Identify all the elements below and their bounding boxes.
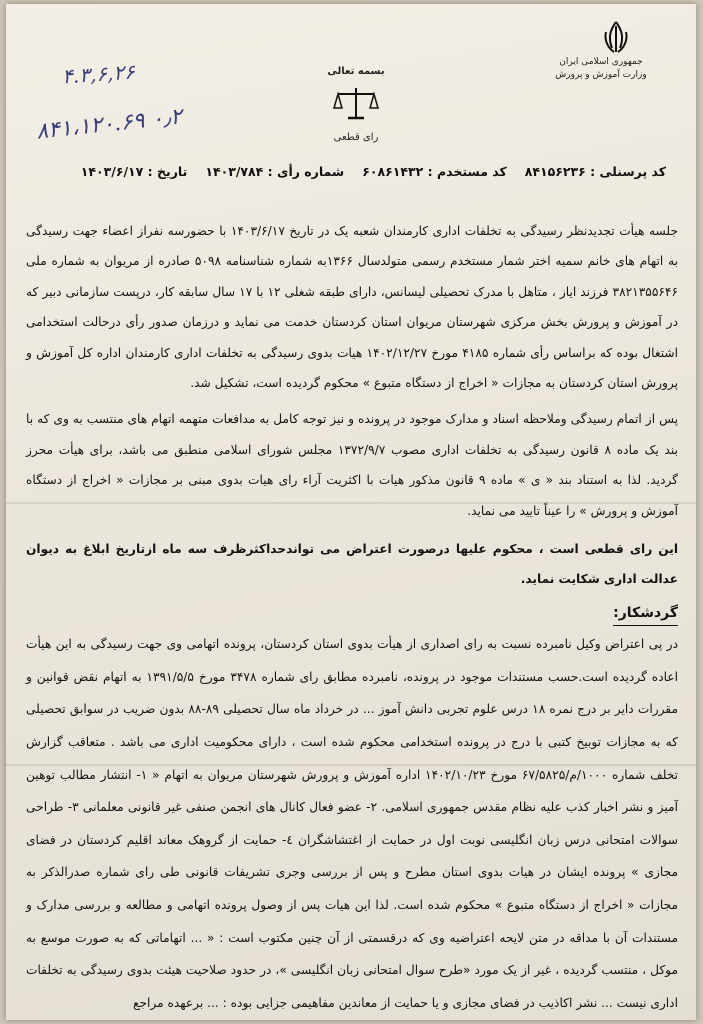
document-body [26,216,678,1019]
ministry-line: جمهوری اسلامی ایران [559,57,643,67]
appeal-notice: این رای قطعی است ، محکوم علیها درصورت اعتراض می تواندحداکثرظرف سه ماه ازتاریخ ابلاغ به دیوان عدالت اداری شکایت نماید. [26,542,678,587]
personnel-code: کد پرسنلی : ۸۴۱۵۶۲۳۶ [524,164,666,179]
decision-paragraph: پس از اتمام رسیدگی وملاحظه اسناد و مدارک موجود در پرونده و نیز توجه کامل به مدافعات متهمه اتهام های منتسب به وی که با بند یک ماده ۸ قانون رسیدگی به تخلفات اداری مصوب ۱۳۷۲/۹/۷ مجلس شورای اسلامی منطبق می باشد، برای هیأت محرز گردید. لذا به استناد بند « ی » ماده ۹ قانون مذکور هیات با اکثریت آراء رای هیات بدوی مبنی بر مجازات « اخراج از دستگاه آموزش و پرورش » را عیناً تایید می نماید. [26,412,678,518]
verdict-number: شماره رأی : ۱۴۰۳/۷۸۴ [205,164,345,179]
final-verdict-label: رای قطعی [333,132,379,143]
ministry-header [546,56,656,82]
section-title: گردشکار: [613,601,678,626]
verdict-date: تاریخ : ۱۴۰۳/۶/۱۷ [80,164,188,179]
session-paragraph: جلسه هیأت تجدیدنظر رسیدگی به تخلفات اداری کارمندان شعبه یک در تاریخ ۱۴۰۳/۶/۱۷ با حضورسه نفراز اعضاء جهت رسیدگی به اتهام های خانم سمیه اختر شمار مستخدم رسمی متولدسال ۱۳۶۶به شماره شناسنامه ۵۰۹۸ صادره از مریوان به شماره ملی ۳۸۲۱۳۵۵۶۴۶ فرزند ایاز ، متاهل با مدرک تحصیلی لیسانس، دارای طبقه شغلی ۱۲ با ۱۷ سال سابقه کار، درپست سازمانی دبیر که در آموزش و پرورش بخش مرکزی شهرستان مریوان استان کردستان خدمت می نماید و درزمان صدور رأی درحالت استخدامی اشتغال بوده که براساس رأی شماره ۴۱۸۵ مورخ ۱۴۰۲/۱۲/۲۷ هیات بدوی رسیدگی به تخلفات اداری کارمندان اداره کل آموزش و پرورش استان کردستان به مجازات « اخراج از دستگاه متبوع » محکوم گردیده است، تشکیل شد. [26,224,679,391]
justice-scale-icon [326,74,386,134]
proceedings-paragraph: در پی اعتراض وکیل نامبرده نسبت به رای اصداری از هیأت بدوی استان کردستان، پرونده اتهامی وی جهت رسیدگی به این هیأت اعاده گردیده است.حسب مستندات موجود در پرونده، نامبرده مطابق رای شماره ۳۴۷۸ مورخ ۱۳۹۱/۵/۵ به اتهام نقض قوانین و مقررات دایر بر درج نمره ۱۸ درس علوم تجربی دانش آموز ... در خرداد ماه سال تحصیلی ۸۹-۸۸ بدون ضریب در سوابق تحصیلی که به مجازات توبیخ کتبی با درج در پرونده استخدامی محکوم شده است ، دارای محکومیت اداری می باشد . متعاقب گزارش تخلف شماره ۱۰۰۰/م/۶۷/۵۸۲۵ مورخ ۱۴۰۲/۱۰/۲۳ اداره آموزش و پرورش شهرستان مریوان به اتهام « ۱- انتشار مطالب توهین آمیز و نشر اخبار کذب علیه نظام مقدس جمهوری اسلامی. ۲- عضو فعال کانال های انجمن صنفی غیر قانونی معلمانی ۳- طراحی سوالات امتحانی درس زبان انگلیسی نوبت اول در حمایت از اغتشاشگران ٤- حمایت از گروهک معاند اقلیم کردستان در فضای مجازی » پرونده ایشان در هیات بدوی استان مطرح و پس از بررسی وجری تشریفات قانونی طی رای شماره صدرالذکر به مجازات « اخراج از دستگاه متبوع » محکوم شده است. لذا این هیات پس از وصول پرونده اتهامی و مطالعه و بررسی مدارک و مستندات آن با مداقه در متن لایحه اعتراضیه وی که درقسمتی از آن چنین مکتوب است : « ... اتهاماتی که به صورت موسع به موکل ، منتسب گردیده ، غیر از یک مورد «طرح سوال امتحانی زبان انگلیسی »، در حدود صلاحیت هیئت بدوی رسیدگی به تخلفات اداری نیست ... نشر اکاذیب در فضای مجازی و یا حمایت از معاندین مفاهیمی جزایی بوده : ... برعهده مراجع [26,637,679,1010]
bismillah-heading: بسمه تعالی [327,66,385,77]
employee-code: کد مستخدم : ۶۰۸۶۱۴۳۲ [362,164,507,179]
ministry-line: وزارت آموزش و پرورش [555,70,647,80]
case-metadata [66,164,666,179]
handwritten-date: ۴.۳,۶,۲۶ [61,59,136,89]
handwritten-number: ۸۴۱،۱۲۰.۶۹ ۰٫۲ [35,104,184,145]
iran-emblem-icon [596,18,636,58]
document-page [6,4,696,1020]
